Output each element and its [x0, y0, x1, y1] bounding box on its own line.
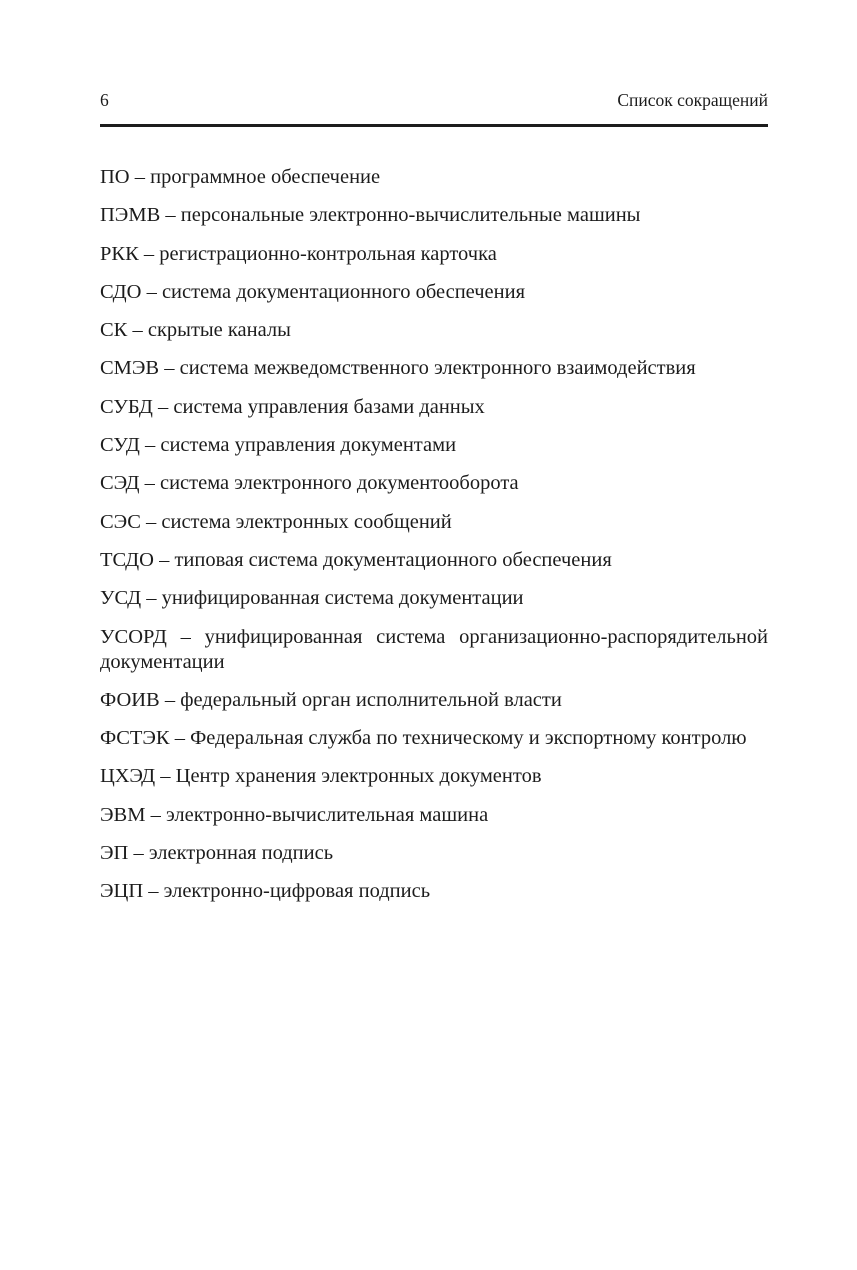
dash: – [152, 395, 174, 418]
abbreviation-definition: Центр хранения электронных документов [175, 765, 542, 788]
abbreviation-definition: персональные электронно-вычислительные машины [180, 204, 641, 227]
abbreviation-definition: электронно-вычислительная машина [165, 803, 489, 826]
list-item [100, 726, 768, 751]
abbreviation-definition: система документационного обеспечения [161, 280, 526, 303]
list-item [100, 586, 768, 611]
abbreviation-term: ЭВМ [100, 803, 146, 826]
list-item [100, 318, 768, 343]
dash: – [139, 472, 160, 495]
abbreviation-term: СЭС [100, 510, 141, 533]
abbreviation-definition: система электронного документооборота [159, 472, 519, 495]
abbreviation-definition: федеральный орган исполнительной власти [180, 688, 562, 711]
page-number: 6 [100, 90, 109, 110]
dash: – [145, 803, 166, 826]
abbreviation-term: ПЭМВ [100, 204, 161, 227]
abbreviation-term: ФСТЭК [100, 727, 170, 750]
dash: – [129, 166, 151, 188]
list-item [100, 764, 768, 789]
list-item [100, 548, 768, 573]
abbreviation-definition: электронно-цифровая подпись [163, 880, 431, 903]
abbreviation-term: ТСДО [100, 548, 154, 571]
abbreviation-term: СМЭВ [100, 357, 160, 380]
dash: – [139, 434, 161, 457]
dash: – [143, 880, 164, 903]
dash: – [141, 280, 162, 303]
abbreviation-term: УСОРД [100, 625, 167, 648]
dash: – [141, 587, 162, 610]
abbreviation-term: СДО [100, 280, 142, 303]
dash: – [153, 548, 175, 571]
abbreviation-definition: типовая система документационного обеспечения [174, 548, 612, 571]
abbreviation-term: УСД [100, 587, 142, 610]
list-item [100, 879, 768, 904]
abbreviation-definition: система межведомственного электронного взаимодействия [179, 357, 696, 380]
abbreviation-definition: унифицированная система документации [161, 587, 524, 610]
list-item [100, 688, 768, 713]
list-item [100, 395, 768, 420]
dash: – [159, 688, 181, 711]
list-item [100, 803, 768, 828]
list-item [100, 203, 768, 228]
list-item [100, 625, 768, 675]
dash: – [127, 319, 148, 342]
running-title: Список сокращений [617, 90, 768, 110]
header-rule [100, 124, 768, 127]
list-item [100, 356, 768, 381]
list-item [100, 510, 768, 535]
abbreviation-definition: унифицированная система организационно-распорядительной документации [100, 625, 769, 673]
abbreviation-term: СЭД [100, 472, 140, 495]
dash: – [159, 357, 180, 380]
abbreviation-definition: программное обеспечение [150, 166, 381, 188]
dash: – [160, 204, 181, 227]
abbreviation-term: РКК [100, 242, 139, 265]
dash: – [138, 242, 160, 265]
abbreviation-term: ЦХЭД [100, 765, 156, 788]
abbreviation-term: ЭП [100, 842, 129, 865]
abbreviation-term: СК [100, 319, 128, 342]
abbreviation-definition: система электронных сообщений [161, 510, 452, 533]
dash: – [166, 625, 205, 648]
dash: – [128, 842, 149, 865]
dash: – [169, 727, 191, 750]
abbreviation-term: ЭЦП [100, 880, 144, 903]
abbreviation-definition: система управления базами данных [173, 395, 485, 418]
list-item [100, 280, 768, 305]
list-item [100, 433, 768, 458]
abbreviation-term: СУБД [100, 395, 153, 418]
abbreviation-definition: регистрационно-контрольная карточка [159, 242, 497, 265]
dash: – [155, 765, 176, 788]
abbreviation-definition: электронная подпись [148, 842, 334, 865]
list-item [100, 165, 768, 190]
abbreviation-term: ФОИВ [100, 688, 160, 711]
list-item [100, 242, 768, 267]
abbreviation-definition: система управления документами [160, 434, 457, 457]
abbreviation-term: ПО [100, 166, 130, 188]
abbreviation-list [100, 165, 768, 918]
page-header [100, 90, 768, 116]
abbreviation-term: СУД [100, 434, 140, 457]
list-item [100, 471, 768, 496]
abbreviation-definition: скрытые каналы [147, 319, 291, 342]
list-item [100, 841, 768, 866]
dash: – [140, 510, 162, 533]
abbreviation-definition: Федеральная служба по техническому и экспортному контролю [190, 727, 747, 750]
